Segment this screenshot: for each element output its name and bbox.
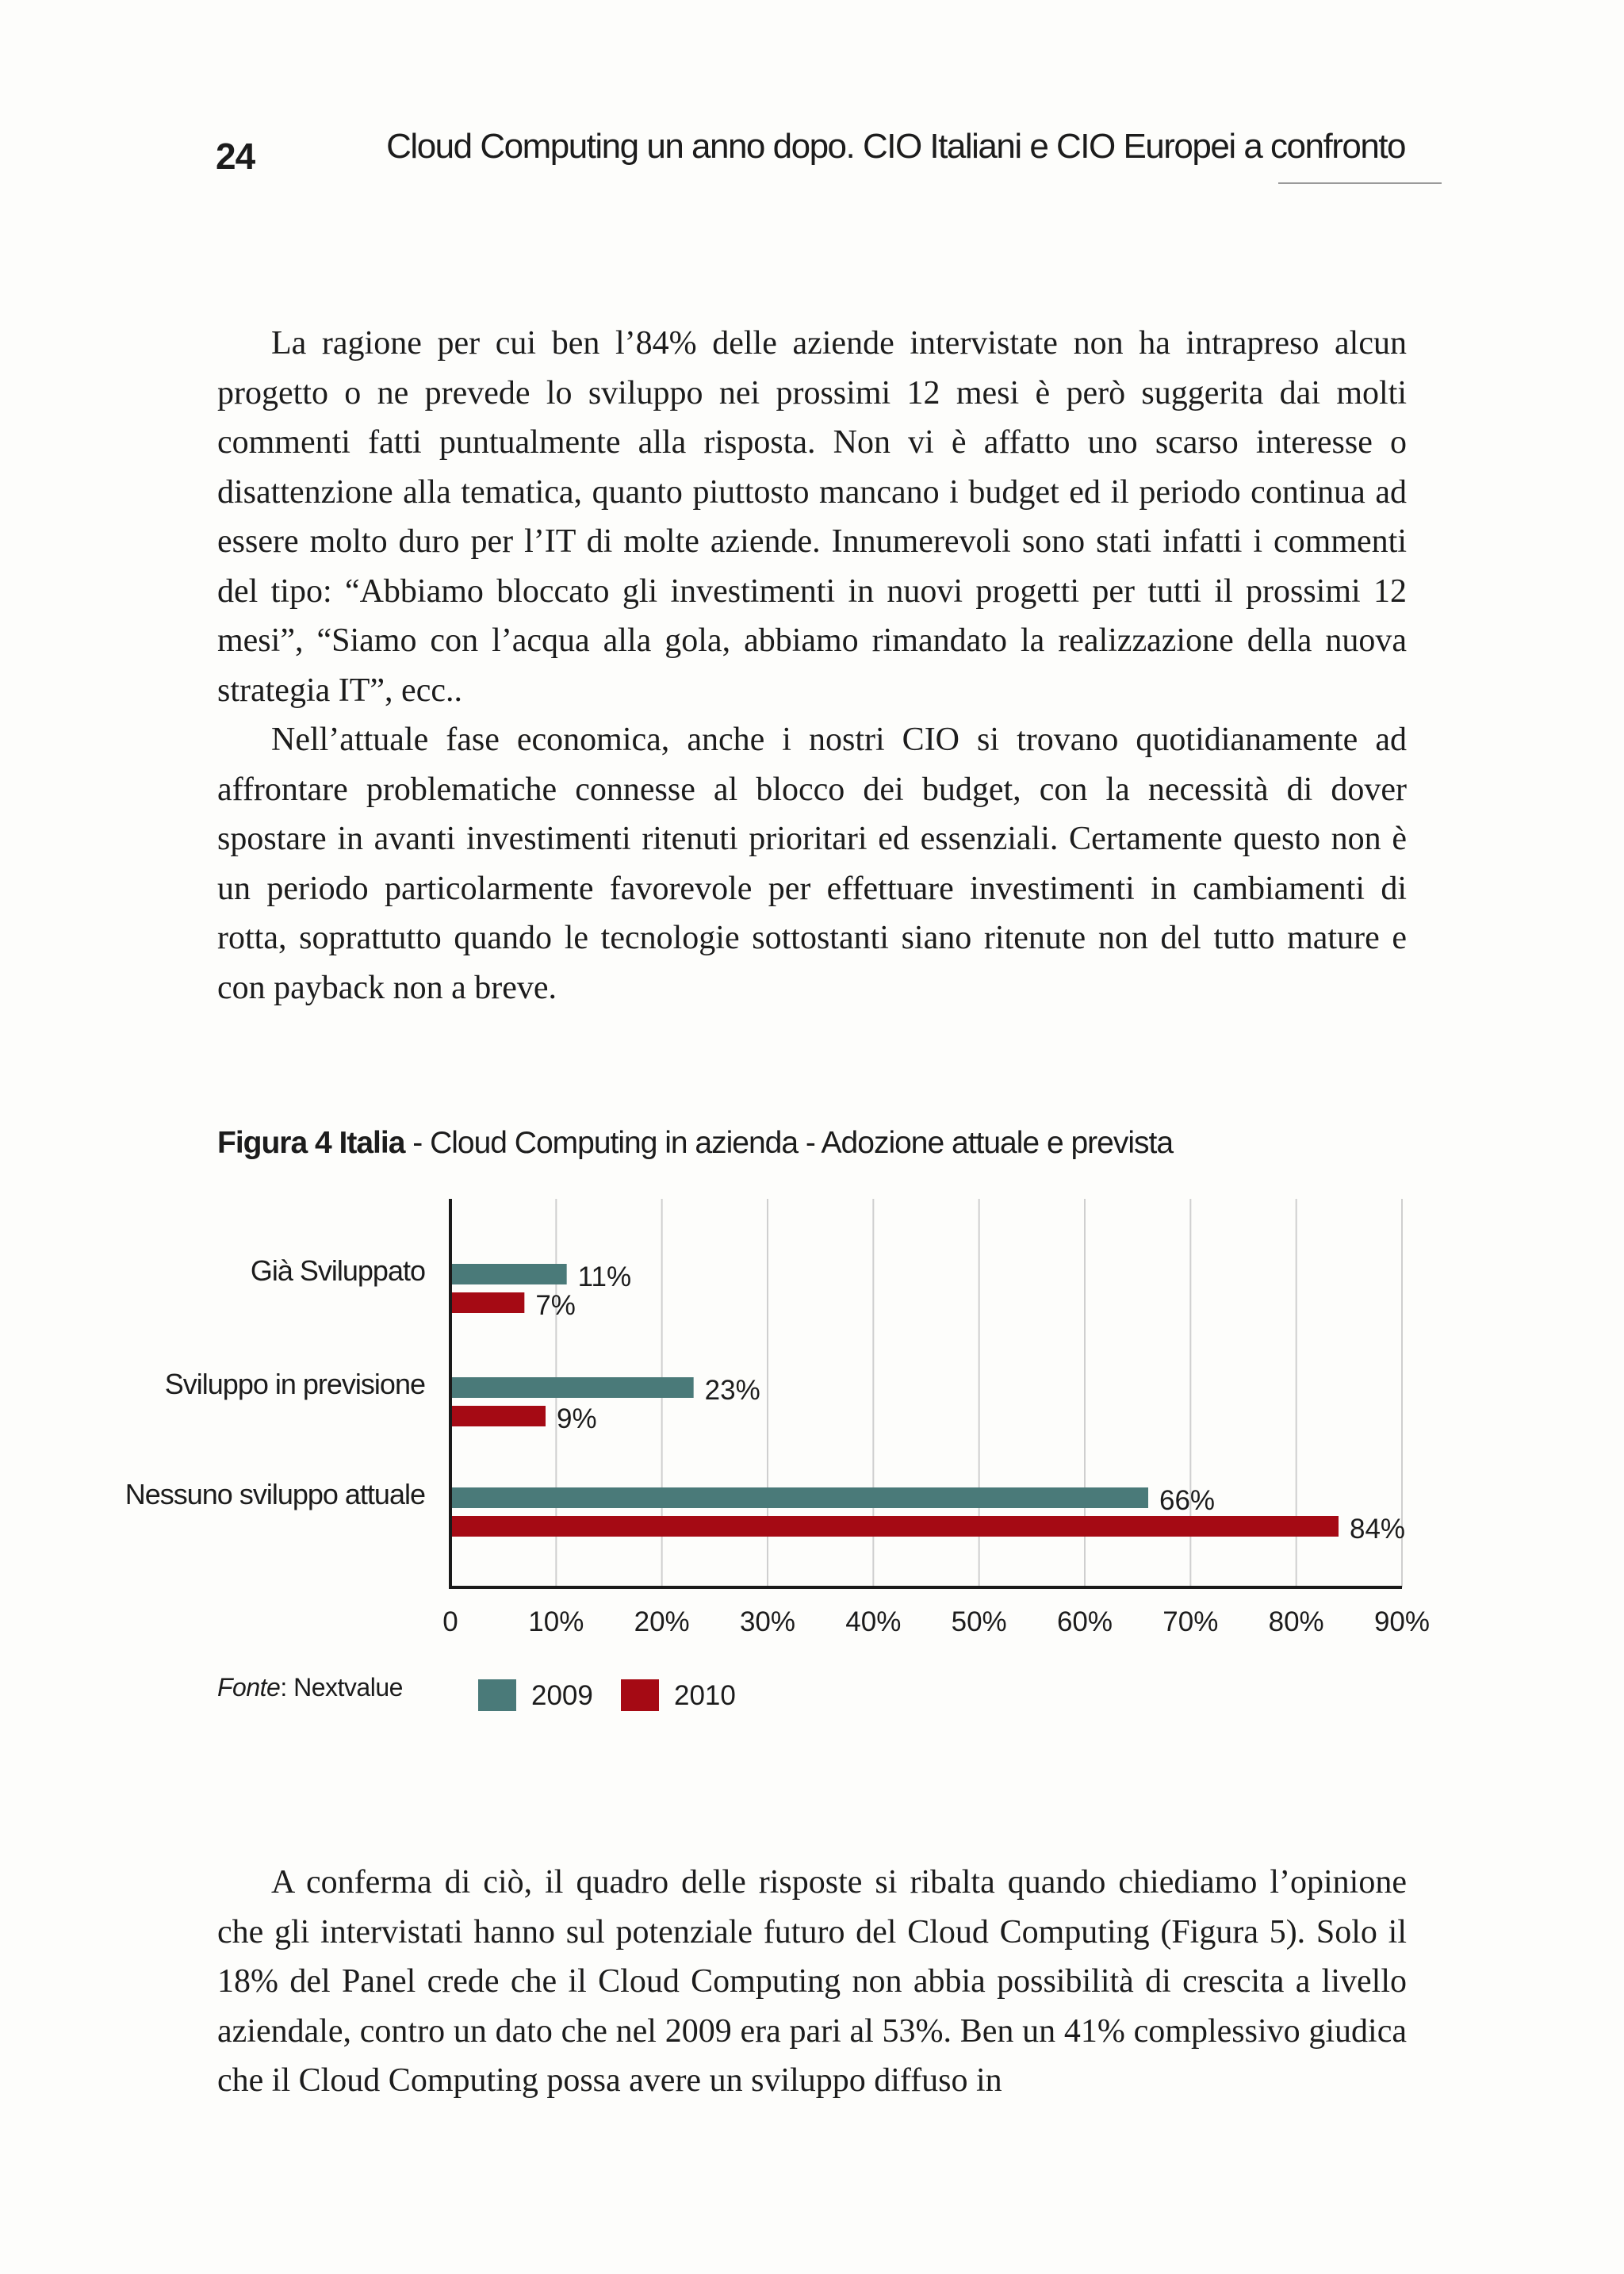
source-label: Fonte	[217, 1673, 281, 1702]
bar-2009	[452, 1377, 694, 1398]
x-tick-label: 90%	[1373, 1606, 1431, 1637]
body-text-after	[217, 1858, 1407, 2106]
source-value: : Nextvalue	[280, 1673, 403, 1702]
x-tick-label: 30%	[739, 1606, 796, 1637]
x-tick-label: 80%	[1268, 1606, 1324, 1637]
paragraph: La ragione per cui ben l’84% delle aziende intervistate non ha intrapreso alcun progetto o ne prevede lo sviluppo nei prossimi 12 mesi è però suggerita dai molti commenti fatti puntualmente alla risposta. Non vi è affatto uno scarso interesse o disattenzione alla tematica, quanto piuttosto mancano i budget ed il periodo continua ad essere molto duro per l’IT di molte aziende. Innumerevoli sono stati infatti i commenti del tipo: “Abbiamo bloccato gli investimenti in nuovi progetti per tutti il prossimi 12 mesi”, “Siamo con l’acqua alla gola, abbiamo rimandato la realizzazione della nuova strategia IT”, ecc..	[217, 325, 1407, 709]
bar-2009	[452, 1264, 567, 1284]
figure-label: Figura 4 Italia	[217, 1126, 405, 1160]
category-label: Nessuno sviluppo attuale	[124, 1478, 425, 1510]
figure-caption-text: - Cloud Computing in azienda - Adozione attuale e prevista	[404, 1126, 1174, 1160]
x-tick-label: 50%	[951, 1606, 1007, 1637]
x-tick-label: 0	[442, 1606, 458, 1637]
category-label: Già Sviluppato	[250, 1254, 425, 1287]
data-label: 7%	[535, 1290, 576, 1321]
data-label: 9%	[557, 1403, 597, 1434]
x-tick-label: 60%	[1056, 1606, 1113, 1637]
category-label: Sviluppo in previsione	[164, 1368, 425, 1400]
legend-swatch-2010	[621, 1679, 659, 1711]
data-label: 66%	[1159, 1485, 1216, 1516]
legend-swatch-2009	[478, 1679, 516, 1711]
running-title: Cloud Computing un anno dopo. CIO Italiani e CIO Europei a confronto	[386, 127, 1405, 166]
x-tick-label: 10%	[528, 1606, 584, 1637]
bar-2010	[452, 1516, 1339, 1537]
bar-2010	[452, 1292, 524, 1313]
paragraph: A conferma di ciò, il quadro delle risposte si ribalta quando chiediamo l’opinione che gli intervistati hanno sul potenziale futuro del Cloud Computing (Figura 5). Solo il 18% del Panel crede che il Cloud Computing non abbia possibilità di crescita a livello aziendale, contro un dato che nel 2009 era pari al 53%. Ben un 41% complessivo giudica che il Cloud Computing possa avere un sviluppo diffuso in	[217, 1864, 1407, 2099]
figure-source	[217, 1673, 403, 1702]
data-label: 84%	[1350, 1514, 1406, 1545]
bar-2009	[452, 1487, 1148, 1508]
paragraph: Nell’attuale fase economica, anche i nostri CIO si trovano quotidianamente ad affrontare problematiche connesse al blocco dei budget, con la necessità di dover spostare in avanti investimenti ritenuti prioritari ed essenziali. Certamente questo non è un periodo particolarmente favorevole per effettuare investimenti in cambiamenti di rotta, soprattutto quando le tecnologie sottostanti siano ritenute non del tutto mature e con payback non a breve.	[217, 722, 1407, 1006]
bar-2010	[452, 1406, 546, 1426]
x-tick-label: 40%	[845, 1606, 902, 1637]
data-label: 23%	[704, 1375, 760, 1406]
page-number: 24	[216, 136, 255, 177]
x-tick-label: 70%	[1162, 1606, 1219, 1637]
legend-label: 2009	[531, 1680, 593, 1711]
x-tick-label: 20%	[634, 1606, 690, 1637]
legend-label: 2010	[674, 1680, 736, 1711]
data-label: 11%	[577, 1261, 632, 1292]
